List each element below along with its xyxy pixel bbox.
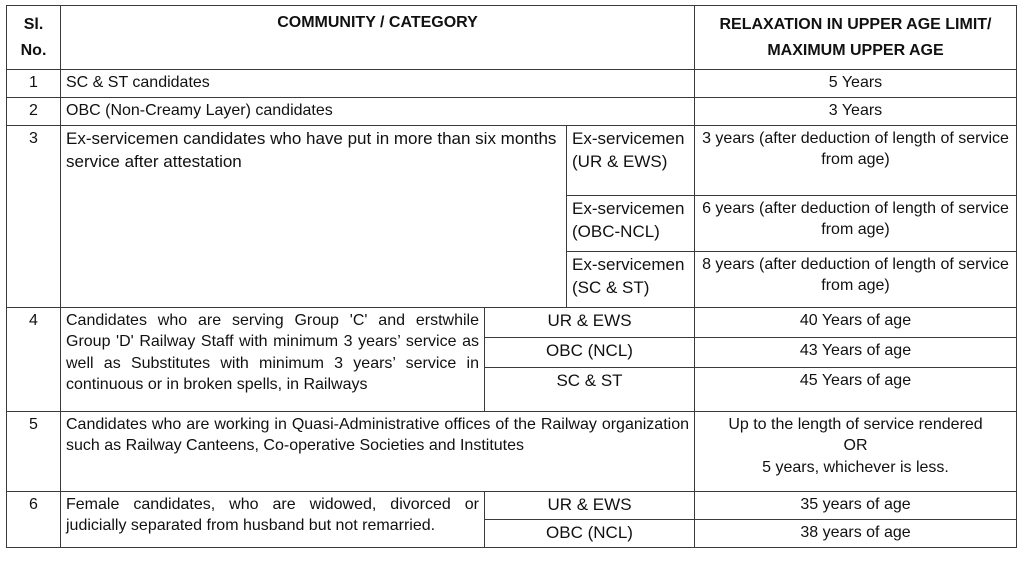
relaxation-line: Up to the length of service rendered (728, 416, 983, 433)
sub-category: OBC (NCL) (485, 520, 695, 548)
header-row (7, 6, 1017, 70)
row-category: Candidates who are serving Group 'C' and erstwhile Group 'D' Railway Staff with minimum 3 years’ service as well as Substitutes with minimum 3 years’ service in continuous or in broken spells, in Railways (61, 308, 485, 412)
row-sl: 2 (7, 98, 61, 126)
sub-relaxation: 8 years (after deduction of length of service from age) (695, 252, 1017, 308)
sub-relaxation: 35 years of age (695, 492, 1017, 520)
sub-category: UR & EWS (485, 308, 695, 338)
sub-relaxation: 3 years (after deduction of length of service from age) (695, 126, 1017, 196)
row-category: Female candidates, who are widowed, divorced or judicially separated from husband but not remarried. (61, 492, 485, 548)
table-row (7, 98, 1017, 126)
row-sl: 4 (7, 308, 61, 412)
sub-relaxation: 38 years of age (695, 520, 1017, 548)
sub-relaxation: 40 Years of age (695, 308, 1017, 338)
table-row (7, 70, 1017, 98)
row-sl: 6 (7, 492, 61, 548)
table-row (7, 412, 1017, 492)
sub-category: SC & ST (485, 368, 695, 412)
row-relaxation: 5 Years (695, 70, 1017, 98)
row-relaxation (695, 412, 1017, 492)
row-sl: 1 (7, 70, 61, 98)
table-row (7, 308, 1017, 338)
header-relaxation: RELAXATION IN UPPER AGE LIMIT/ MAXIMUM UPPER AGE (695, 6, 1017, 70)
row-sl: 3 (7, 126, 61, 308)
row-relaxation: 3 Years (695, 98, 1017, 126)
header-community-category: COMMUNITY / CATEGORY (61, 6, 695, 70)
header-sl-no: Sl. No. (7, 6, 61, 70)
relaxation-line: 5 years, whichever is less. (762, 458, 949, 476)
row-sl: 5 (7, 412, 61, 492)
table-row (7, 126, 1017, 196)
sub-category: Ex-servicemen (OBC-NCL) (567, 196, 695, 252)
sub-category: Ex-servicemen (UR & EWS) (567, 126, 695, 196)
row-category: Candidates who are working in Quasi-Administrative offices of the Railway organization such as Railway Canteens, Co-operative Societies and Institutes (61, 412, 695, 492)
table-row (7, 492, 1017, 520)
sub-category: Ex-servicemen (SC & ST) (567, 252, 695, 308)
sub-relaxation: 6 years (after deduction of length of service from age) (695, 196, 1017, 252)
row-category: OBC (Non-Creamy Layer) candidates (61, 98, 695, 126)
row-category: Ex-servicemen candidates who have put in more than six months service after attestation (61, 126, 567, 308)
sub-category: UR & EWS (485, 492, 695, 520)
sub-relaxation: 43 Years of age (695, 338, 1017, 368)
sub-category: OBC (NCL) (485, 338, 695, 368)
age-relaxation-table (6, 5, 1017, 548)
row-category: SC & ST candidates (61, 70, 695, 98)
relaxation-line: OR (843, 437, 868, 455)
sub-relaxation: 45 Years of age (695, 368, 1017, 412)
